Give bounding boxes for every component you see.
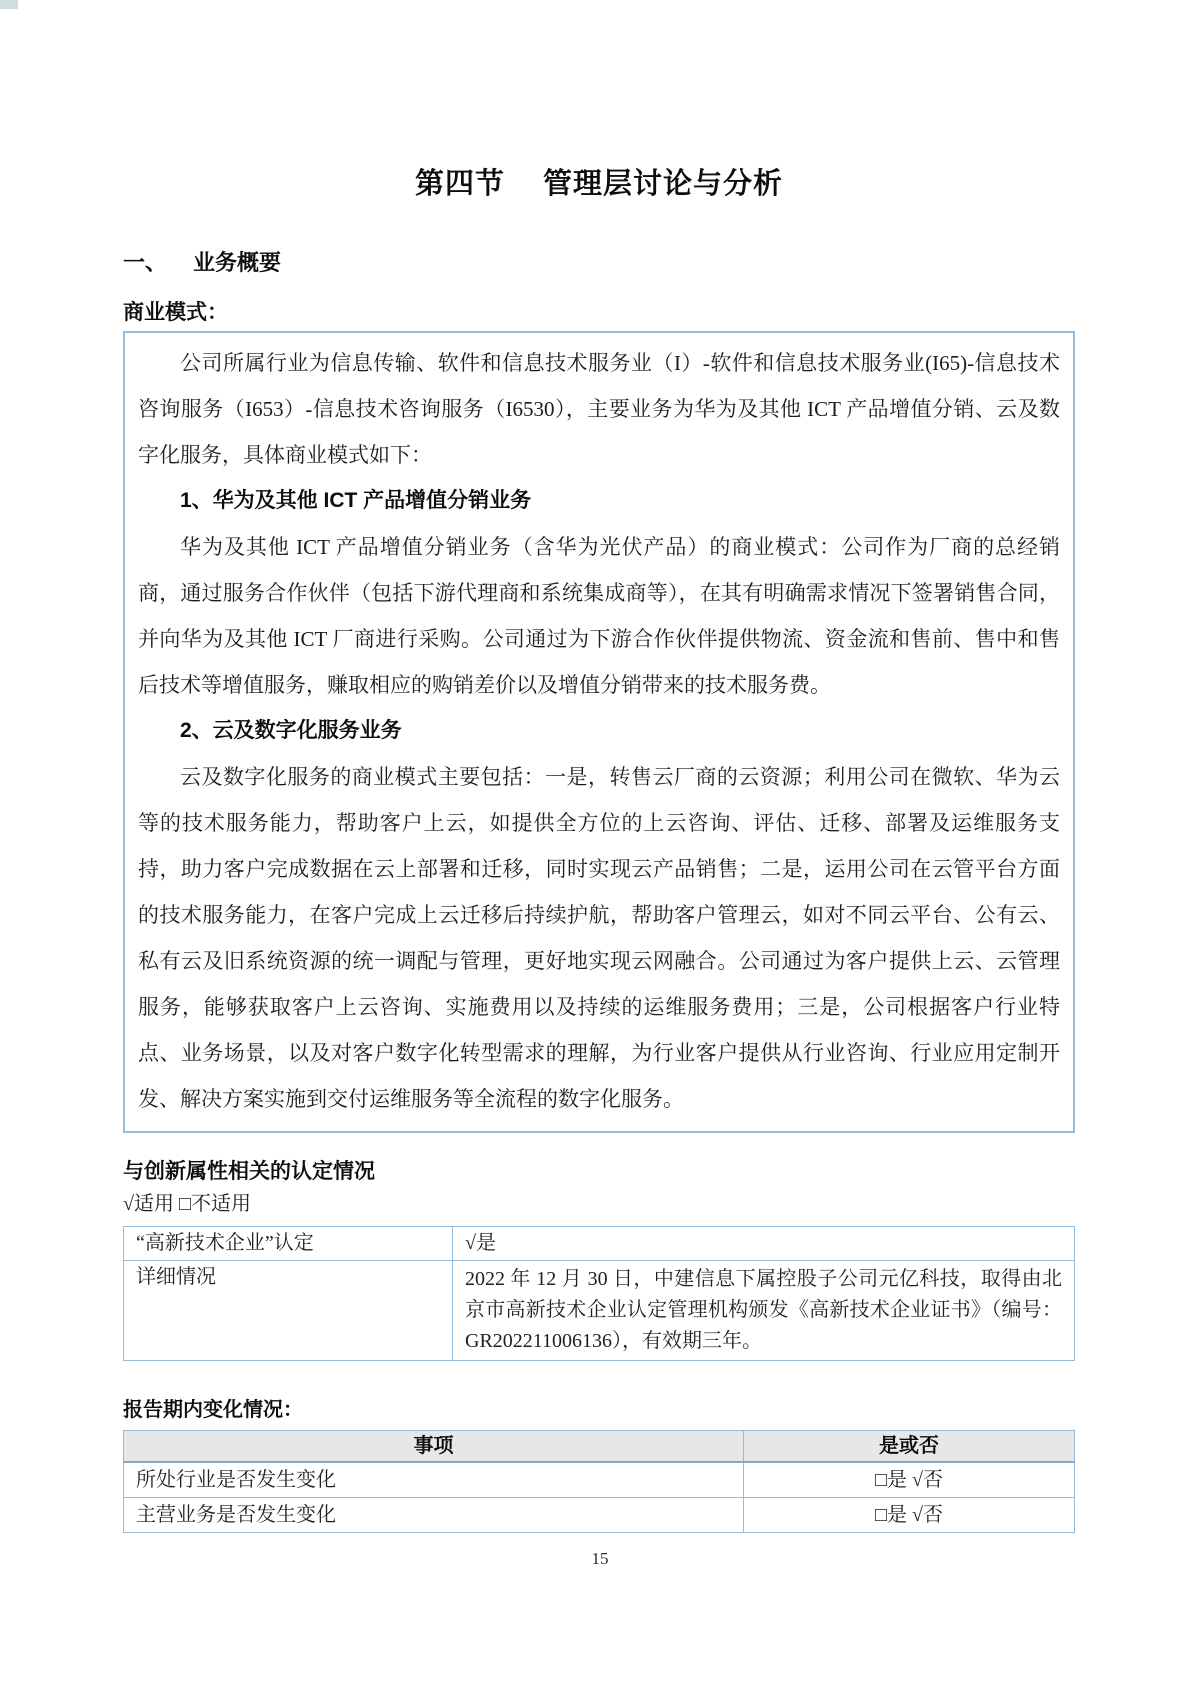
innovation-heading: 与创新属性相关的认定情况 [123, 1160, 375, 1183]
subsection-1-heading: 1、华为及其他 ICT 产品增值分销业务 [180, 489, 532, 512]
page-content [123, 0, 1075, 1533]
changes-table [123, 1430, 1075, 1533]
changes-row1-answer: □是 √否 [744, 1462, 1075, 1498]
table-row [124, 1462, 1075, 1498]
changes-row2-answer: □是 √否 [744, 1498, 1075, 1533]
business-model-label: 商业模式： [123, 301, 228, 324]
subsection-2-heading: 2、云及数字化服务业务 [180, 719, 402, 742]
innovation-table [123, 1226, 1075, 1361]
table-row [124, 1227, 1075, 1261]
business-scope-paragraph: 公司所属行业为信息传输、软件和信息技术服务业（I）-软件和信息技术服务业(I65)-信息技术咨询服务（I653）-信息技术咨询服务（I6530），主要业务为华为及其他 ICT 产品增值分销、云及数字化服务，具体商业模式如下： [138, 351, 1060, 467]
changes-row2-item: 主营业务是否发生变化 [124, 1498, 744, 1533]
page-number: 15 [591, 1549, 609, 1568]
table-row [124, 1261, 1075, 1361]
business-model-box [123, 331, 1075, 1133]
table-header-row [124, 1431, 1075, 1463]
table-row [124, 1498, 1075, 1533]
changes-heading: 报告期内变化情况： [123, 1399, 303, 1421]
section-number: 一、 [123, 250, 168, 275]
section-heading [123, 249, 1075, 277]
corner-artifact [0, 0, 18, 9]
chapter-name: 管理层讨论与分析 [543, 168, 784, 200]
innovation-row1-value: √是 [453, 1227, 1075, 1261]
innovation-row2-label: 详细情况 [124, 1261, 453, 1361]
innovation-row1-label: “高新技术企业”认定 [124, 1227, 453, 1261]
column-header-item: 事项 [124, 1431, 744, 1463]
changes-row1-item: 所处行业是否发生变化 [124, 1462, 744, 1498]
innovation-row2-value: 2022 年 12 月 30 日，中建信息下属控股子公司元亿科技，取得由北京市高新技术企业认定管理机构颁发《高新技术企业证书》（编号：GR202211006136），有效期三年。 [453, 1261, 1075, 1361]
chapter-number: 第四节 [414, 168, 505, 200]
applicability-line: √适用 □不适用 [123, 1193, 252, 1215]
column-header-yesno: 是或否 [744, 1431, 1075, 1463]
section-title: 业务概要 [193, 250, 282, 275]
subsection-1-paragraph: 华为及其他 ICT 产品增值分销业务（含华为光伏产品）的商业模式：公司作为厂商的总经销商，通过服务合作伙伴（包括下游代理商和系统集成商等），在其有明确需求情况下签署销售合同，并向华为及其他 ICT 厂商进行采购。公司通过为下游合作伙伴提供物流、资金流和售前、售中和售后技术等增值服务，赚取相应的购销差价以及增值分销带来的技术服务费。 [138, 535, 1060, 697]
subsection-2-paragraph: 云及数字化服务的商业模式主要包括：一是，转售云厂商的云资源；利用公司在微软、华为云等的技术服务能力，帮助客户上云，如提供全方位的上云咨询、评估、迁移、部署及运维服务支持，助力客户完成数据在云上部署和迁移，同时实现云产品销售；二是，运用公司在云管平台方面的技术服务能力，在客户完成上云迁移后持续护航，帮助客户管理云，如对不同云平台、公有云、私有云及旧系统资源的统一调配与管理，更好地实现云网融合。公司通过为客户提供上云、云管理服务，能够获取客户上云咨询、实施费用以及持续的运维服务费用；三是，公司根据客户行业特点、业务场景，以及对客户数字化转型需求的理解，为行业客户提供从行业咨询、行业应用定制开发、解决方案实施到交付运维服务等全流程的数字化服务。 [138, 765, 1060, 1111]
chapter-title [123, 165, 1075, 203]
